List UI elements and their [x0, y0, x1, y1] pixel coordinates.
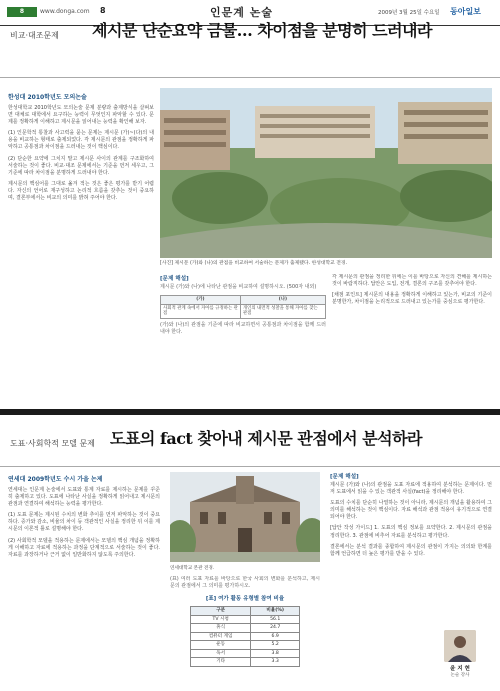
article2-label: 도표·사회학적 모델 문제	[10, 439, 95, 448]
article2-title: 도표의 fact 찾아내 제시문 관점에서 분석하라	[110, 429, 422, 448]
table-header: 구분	[191, 607, 251, 616]
article2-paragraph: 연세대는 인문계 논술에서 도표와 통계 자료를 제시하는 문제를 꾸준히 출제하고 있다. 도표에 나타난 사실을 정확하게 읽어내고 제시문의 관점과 연결하여 해석하는 능력을 평가한다.	[8, 487, 160, 508]
side-paragraph: [답안 작성 가이드] 1. 도표의 핵심 정보를 요약한다. 2. 제시문의 관점을 정리한다. 3. 관점에 비추어 자료를 분석하고 평가한다.	[330, 525, 492, 539]
table-title: [표] 여가 활동 유형별 참여 비율	[205, 596, 285, 603]
table-cell: 24.7	[251, 624, 300, 633]
comparison-table	[160, 295, 326, 319]
article1-body	[8, 92, 154, 402]
table-row	[161, 304, 326, 318]
table-row	[191, 649, 300, 658]
author-profile	[432, 630, 488, 686]
explanation-title: [문제 해설]	[330, 474, 359, 480]
author-name: 윤 지 현	[450, 666, 470, 672]
building-illustration	[170, 472, 320, 562]
table-header: (나)	[240, 296, 325, 305]
side-paragraph: [채점 포인트] 제시문의 내용을 정확하게 이해하고 있는가, 비교의 기준이 분명한가, 차이점을 논리적으로 드러내고 있는가를 중심으로 평가한다.	[332, 292, 492, 306]
side-paragraph: 각 제시문의 관점을 정리한 뒤에는 이를 바탕으로 자신의 견해를 제시하는 것이 바람직하다. 답안은 도입, 전개, 결론의 구조를 갖추어야 한다.	[332, 274, 492, 288]
table-row	[191, 658, 300, 667]
author-role: 논술 강사	[450, 673, 470, 678]
side-paragraph: 도표의 수치를 단순히 나열하는 것이 아니라, 제시문의 개념을 활용하여 그 의미를 해석하는 것이 핵심이다. 자료 해석과 관점 적용이 유기적으로 연결되어야 한다.	[330, 500, 492, 521]
problem-text: 제시문 (가)와 (나)에 나타난 관점을 비교하여 설명하시오. (500자 내외)	[160, 284, 317, 290]
problem-text: (표) 여러 도표 자료를 바탕으로 한국 사회의 변화를 분석하고, 제시문의 관점에서 그 의미를 평가하시오.	[170, 576, 320, 590]
article1-paragraph: (1) 인문학적 통찰과 사고력을 묻는 문제는 제시문 (가)~(다)의 내용을 비교하는 형태로 출제되었다. 각 제시문의 관점을 정확하게 파악하고 공통점과 차이점을 드러내는 것이 핵심이다.	[8, 130, 154, 151]
table-cell: 운동	[191, 641, 251, 650]
table-row	[191, 641, 300, 650]
table-row	[191, 632, 300, 641]
table-cell: TV 시청	[191, 615, 251, 624]
article2-subhead: 연세대 2009학년도 수시 가을 논제	[8, 476, 103, 483]
issue-date: 2009년 3월 25일 수요일	[378, 10, 440, 16]
table-cell: 3.3	[251, 658, 300, 667]
table-cell: 독서	[191, 649, 251, 658]
section-badge: 8	[7, 7, 37, 17]
table-header: (가)	[161, 296, 241, 305]
avatar	[444, 630, 476, 662]
table-cell: 3.8	[251, 649, 300, 658]
campus-photo-hansung	[160, 88, 492, 258]
article1-subhead: 한성대 2010학년도 모의논술	[8, 94, 87, 101]
table-row	[191, 624, 300, 633]
article1-problem-box	[160, 274, 326, 404]
article1-side-column	[332, 274, 492, 404]
table-cell: 컴퓨터 게임	[191, 632, 251, 641]
article2-body	[8, 474, 160, 688]
campus-illustration	[160, 88, 492, 258]
campus-photo-yonsei	[170, 472, 320, 562]
article1-paragraph: 제시문의 핵심어를 그대로 옮겨 적는 것은 좋은 평가를 받기 어렵다. 자신의 언어로 재구성하고 논리적 흐름을 갖추는 것이 중요하며, 결론부에서는 비교의 의미를 밝혀 주어야 한다.	[8, 180, 154, 202]
article2-paragraph: (1) 도표 문제는 제시된 수치의 변화 추이를 먼저 파악하는 것이 중요하다. 증가와 감소, 비율의 차이 등 객관적인 사실을 정리한 뒤 이를 제시문의 이론적 틀로 설명해야 한다.	[8, 512, 160, 533]
table-cell: 휴식	[191, 624, 251, 633]
table-cell: 6.9	[251, 632, 300, 641]
article2-data-box	[170, 576, 320, 686]
table-header: 비율(%)	[251, 607, 300, 616]
site-url[interactable]: www.donga.com	[40, 8, 90, 15]
problem-note: (가)와 (나)의 관점을 기준에 따라 비교하면서 공통점과 차이점을 함께 드러내야 한다.	[160, 321, 326, 335]
table-cell: 56.1	[251, 615, 300, 624]
section-title: 인문계 논술	[210, 6, 273, 19]
table-cell: 개인의 내면적 성찰을 통해 자아를 찾는 관점	[240, 304, 325, 318]
side-paragraph: 결론에서는 분석 결과를 종합하여 제시문의 관점이 가지는 의의와 한계를 함께 언급하면 더 높은 평가를 받을 수 있다.	[330, 543, 492, 557]
newspaper-name: 동아일보	[450, 7, 481, 16]
table-cell: 5.2	[251, 641, 300, 650]
article1-title: 제시문 단순요약 금물… 차이점을 분명히 드러내라	[92, 21, 432, 40]
article2-paragraph: (2) 사회학적 모델을 적용하는 문제에서는 모델의 핵심 개념을 정확하게 이해하고 자료에 적용하는 과정을 단계적으로 서술하는 것이 좋다. 자료를 과장하거나 근거 없이 일반화하지 않도록 주의한다.	[8, 537, 160, 558]
statistics-table	[190, 606, 300, 667]
table-cell: 기타	[191, 658, 251, 667]
article1-paragraph: 한성대학교 2010학년도 모의논술 문제 분량과 출제방식을 살펴보면 대체로 대학에서 요구하는 능력이 무엇인지 파악할 수 있다. 문제를 정확하게 이해하고 제시문을 읽어내는 능력을 확인해 보자.	[8, 105, 154, 126]
article1-label: 비교·대조문제	[10, 31, 59, 40]
article1-paragraph: (2) 단순한 요약에 그치지 말고 제시문 사이의 관계를 구조화하여 서술하는 것이 좋다. 비교·대조 문제에서는 기준을 먼저 세우고, 그 기준에 따라 차이점을 분명하게 드러내야 한다.	[8, 155, 154, 176]
table-cell: 사회적 관계 속에서 자아를 규정하는 관점	[161, 304, 241, 318]
problem-box-title: [문제 해설]	[160, 276, 189, 282]
photo-caption: [사진] 제시문 (가)와 (나)의 관점을 비교하여 서술하는 문제가 출제됐다. 한성대학교 전경.	[160, 261, 348, 266]
table-row	[191, 615, 300, 624]
side-paragraph: 제시문 (가)와 (나)의 관점을 도표 자료에 적용하여 분석하는 문제이다. 먼저 도표에서 읽을 수 있는 객관적 사실(fact)을 정리해야 한다.	[330, 482, 492, 496]
person-icon	[444, 630, 476, 662]
photo-caption: 연세대학교 본관 전경.	[170, 566, 215, 571]
page-number: 8	[100, 6, 106, 15]
